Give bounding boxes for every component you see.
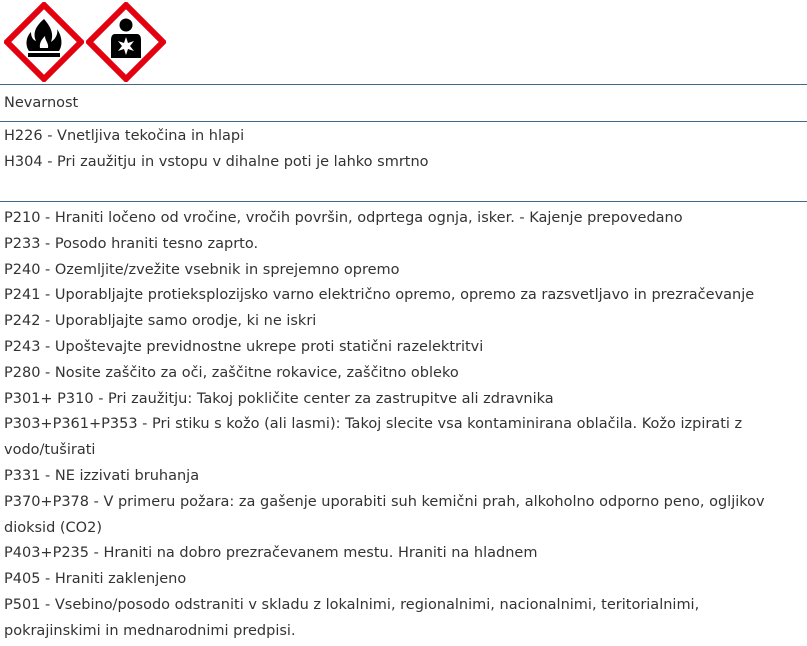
precautionary-statement: P501 - Vsebino/posodo odstraniti v skladu z lokalnimi, regionalnimi, nacionalnimi, teritorialnimi, pokrajinskimi in mednarodnimi predpisi. <box>4 596 700 639</box>
precautionary-statement: P405 - Hraniti zaklenjeno <box>4 571 187 588</box>
precautionary-statement: P280 - Nosite zaščito za oči, zaščitne rokavice, zaščitno obleko <box>4 364 459 381</box>
precautionary-statement: P233 - Posodo hraniti tesno zaprto. <box>4 235 259 252</box>
precautionary-statement: P241 - Uporabljajte protieksplozijsko varno električno opremo, opremo za razsvetljavo in prezračevanje <box>4 287 755 304</box>
precautionary-statement: P210 - Hraniti ločeno od vročine, vročih površin, odprtega ognja, isker. - Kajenje prepovedano <box>4 210 683 226</box>
health-hazard-icon <box>86 2 166 82</box>
flame-icon <box>4 2 84 82</box>
precautionary-statement: P303+P361+P353 - Pri stiku s kožo (ali lasmi): Takoj slecite vsa kontaminirana oblačila. Kožo izpirati z vodo/tuširati <box>4 416 743 459</box>
hazard-statement-list <box>4 124 429 176</box>
precautionary-statement: P243 - Upoštevajte previdnostne ukrepe proti statični razelektritvi <box>4 338 484 355</box>
hazard-pictograms <box>4 2 166 82</box>
divider-hazard-statements <box>0 201 807 202</box>
signal-word: Nevarnost <box>4 95 79 111</box>
precautionary-statement: P331 - NE izzivati bruhanja <box>4 467 200 484</box>
hazard-statement: H304 - Pri zaužitju in vstopu v dihalne poti je lahko smrtno <box>4 153 429 170</box>
precautionary-statement: P301+ P310 - Pri zaužitju: Takoj pokličite center za zastrupitve ali zdravnika <box>4 390 554 407</box>
divider-signal-word <box>0 121 807 122</box>
divider-top <box>0 84 807 85</box>
hazard-statement: H226 - Vnetljiva tekočina in hlapi <box>4 128 245 144</box>
precautionary-statement-list <box>4 206 804 645</box>
precautionary-statement: P403+P235 - Hraniti na dobro prezračevanem mestu. Hraniti na hladnem <box>4 545 538 562</box>
precautionary-statement: P240 - Ozemljite/zvežite vsebnik in sprejemno opremo <box>4 261 400 278</box>
precautionary-statement: P242 - Uporabljajte samo orodje, ki ne iskri <box>4 313 317 330</box>
precautionary-statement: P370+P378 - V primeru požara: za gašenje uporabiti suh kemični prah, alkoholno odporno peno, ogljikov dioksid (CO2) <box>4 493 765 536</box>
